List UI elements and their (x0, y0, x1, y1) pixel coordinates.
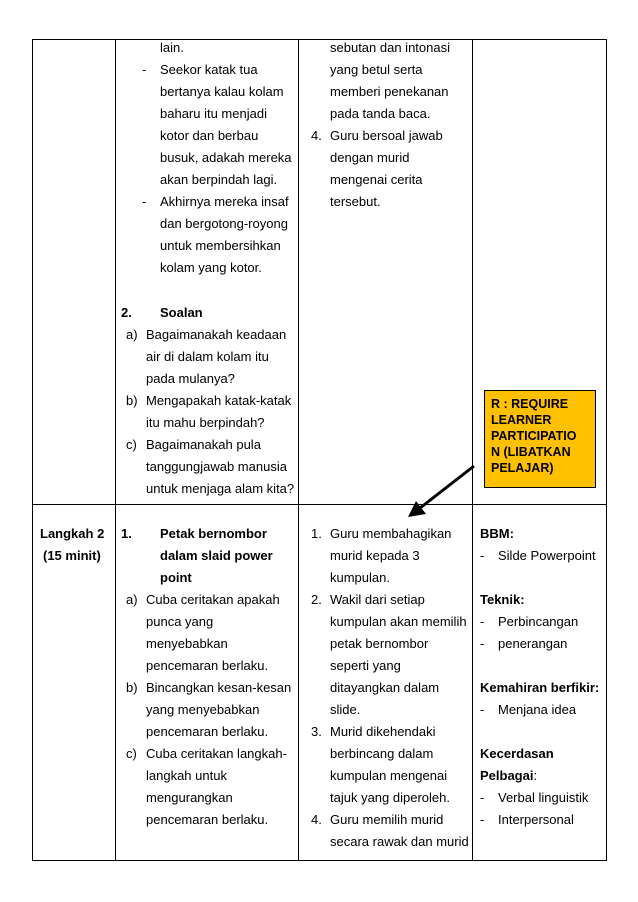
step-text: tersebut. (330, 194, 381, 209)
step-text: pada tanda baca. (330, 106, 431, 121)
question-text: pencemaran berlaku. (146, 658, 269, 673)
story-text: lain. (160, 40, 184, 55)
step-text: murid kepada 3 (330, 548, 420, 563)
question-text: Bagaimanakah keadaan (146, 327, 287, 342)
table-right-border (606, 39, 607, 861)
step-number: 4. (311, 812, 322, 827)
question-label: a) (126, 327, 138, 342)
section-number: 1. (121, 526, 132, 541)
story-text: kolam yang kotor. (160, 260, 262, 275)
story-text: akan berpindah lagi. (160, 172, 278, 187)
question-text: punca yang (146, 614, 214, 629)
step-text: Murid dikehendaki (330, 724, 436, 739)
kecerdasan-heading-bold: Pelbagai (480, 768, 534, 783)
question-label: b) (126, 393, 138, 408)
bullet-dash: - (480, 614, 485, 629)
bullet-dash: - (142, 62, 147, 77)
question-text: air di dalam kolam itu (146, 349, 269, 364)
note-item: Perbincangan (498, 614, 579, 629)
step-text: petak bernombor (330, 636, 429, 651)
question-text: pada mulanya? (146, 371, 235, 386)
step-text: yang betul serta (330, 62, 423, 77)
teknik-heading: Teknik: (480, 592, 525, 607)
step-number: 2. (311, 592, 322, 607)
step-text: Guru bersoal jawab (330, 128, 443, 143)
kecerdasan-heading: Kecerdasan (480, 746, 554, 761)
question-text: tanggungjawab manusia (146, 459, 287, 474)
bullet-dash: - (480, 636, 485, 651)
step-text: sebutan dan intonasi (330, 40, 450, 55)
section-title: point (160, 570, 192, 585)
kecerdasan-colon: : (533, 768, 538, 783)
question-label: a) (126, 592, 138, 607)
step-text: Guru membahagikan (330, 526, 452, 541)
step-text: Wakil dari setiap (330, 592, 425, 607)
step-text: seperti yang (330, 658, 401, 673)
question-text: yang menyebabkan (146, 702, 260, 717)
step-text: kumpulan akan memilih (330, 614, 467, 629)
step-number: 4. (311, 128, 322, 143)
bullet-dash: - (480, 702, 485, 717)
kecerdasan-heading (480, 768, 537, 784)
question-text: Bincangkan kesan-kesan (146, 680, 292, 695)
step-number: 1. (311, 526, 322, 541)
question-text: itu mahu berpindah? (146, 415, 265, 430)
question-text: menyebabkan (146, 636, 228, 651)
step-label: Langkah 2 (40, 526, 105, 541)
section-title: Soalan (160, 305, 203, 320)
story-text: untuk membersihkan (160, 238, 281, 253)
note-item: Verbal linguistik (498, 790, 589, 805)
note-item: Menjana idea (498, 702, 577, 717)
step-text: kumpulan mengenai (330, 768, 448, 783)
question-label: c) (126, 437, 137, 452)
bullet-dash: - (142, 194, 147, 209)
bbm-heading: BBM: (480, 526, 514, 541)
step-text: ditayangkan dalam (330, 680, 440, 695)
step-number: 3. (311, 724, 322, 739)
kemahiran-heading: Kemahiran berfikir: (480, 680, 600, 695)
section-title: dalam slaid power (160, 548, 273, 563)
step-text: mengenai cerita (330, 172, 423, 187)
step-text: memberi penekanan (330, 84, 449, 99)
question-text: pencemaran berlaku. (146, 724, 269, 739)
callout-line: PELAJAR) (491, 461, 554, 475)
step-text: berbincang dalam (330, 746, 434, 761)
question-text: mengurangkan (146, 790, 233, 805)
section-number: 2. (121, 305, 132, 320)
question-text: Cuba ceritakan langkah- (146, 746, 287, 761)
note-item: penerangan (498, 636, 568, 651)
story-text: baharu itu menjadi (160, 106, 267, 121)
bullet-dash: - (480, 790, 485, 805)
question-text: pencemaran berlaku. (146, 812, 269, 827)
step-text: kumpulan. (330, 570, 390, 585)
story-text: bertanya kalau kolam (160, 84, 284, 99)
question-text: Bagaimanakah pula (146, 437, 261, 452)
story-text: Seekor katak tua (160, 62, 258, 77)
story-text: busuk, adakah mereka (160, 150, 292, 165)
table-col-divider-1 (115, 39, 116, 861)
table-col-divider-2 (298, 39, 299, 861)
step-text: slide. (330, 702, 361, 717)
callout-line: PARTICIPATIO (491, 429, 577, 443)
question-text: Mengapakah katak-katak (146, 393, 292, 408)
table-row-divider (32, 504, 607, 505)
story-text: kotor dan berbau (160, 128, 259, 143)
table-col-divider-3 (472, 39, 473, 861)
story-text: dan bergotong-royong (160, 216, 288, 231)
table-top-border (32, 39, 607, 40)
question-label: c) (126, 746, 137, 761)
section-title: Petak bernombor (160, 526, 267, 541)
step-text: tajuk yang diperoleh. (330, 790, 450, 805)
question-label: b) (126, 680, 138, 695)
step-text: dengan murid (330, 150, 410, 165)
table-left-border (32, 39, 33, 861)
callout-line: N (LIBATKAN (491, 445, 571, 459)
callout-line: LEARNER (491, 413, 552, 427)
question-text: Cuba ceritakan apakah (146, 592, 280, 607)
note-item: Interpersonal (498, 812, 574, 827)
story-text: Akhirnya mereka insaf (160, 194, 289, 209)
step-text: secara rawak dan murid (330, 834, 469, 849)
note-item: Silde Powerpoint (498, 548, 596, 563)
question-text: langkah untuk (146, 768, 227, 783)
bullet-dash: - (480, 812, 485, 827)
step-duration: (15 minit) (43, 548, 101, 563)
rlp-callout-box (484, 390, 596, 488)
question-text: untuk menjaga alam kita? (146, 481, 295, 496)
table-bottom-border (32, 860, 607, 861)
step-text: Guru memilih murid (330, 812, 444, 827)
bullet-dash: - (480, 548, 485, 563)
callout-line: R : REQUIRE (491, 397, 569, 411)
